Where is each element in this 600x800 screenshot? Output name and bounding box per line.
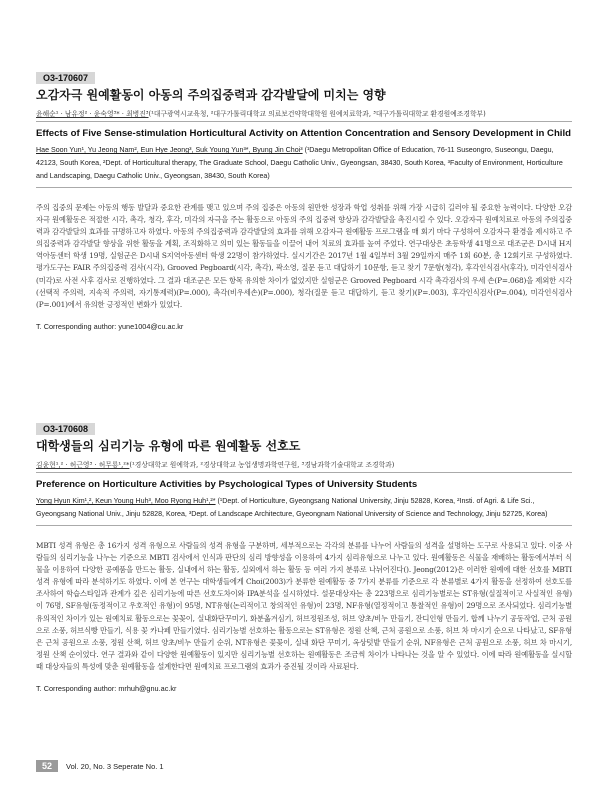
korean-authors xyxy=(36,460,572,473)
english-title: Effects of Five Sense-stimulation Horticultural Activity on Attention Concentration and Sensory Development in Child xyxy=(36,128,572,139)
english-author-names: Hae Soon Yun¹, Yu Jeong Nam², Eun Hye Jeong³, Suk Young Yun³*, Byung Jin Choi³ xyxy=(36,146,303,154)
korean-authors xyxy=(36,109,572,122)
korean-affiliations: (¹대구광역시교육청, ²대구가톨릭대학교 의료보건약학대학원 원예치료학과, ³대구가톨릭대학교 환경원예조경학부) xyxy=(148,110,486,118)
english-title: Preference on Horticulture Activities by Psychological Types of University Students xyxy=(36,479,418,490)
korean-affiliations: (¹경상대학교 원예학과, ²경상대학교 농업생명과학연구원, ³경남과학기술대학교 조경학과) xyxy=(129,461,395,469)
english-affiliations: (¹Daegu Metropolitan Office of Education, 76-11 Suseongro, Suseongu, Daegu, 42123, South Korea, ²Dept. of Horticultural therapy, The Graduate School, Daegu Catholic Univ., Gyeongsan, 38430, South Korea, ³Faculty of Environment, Horticulture and Landscaping, Daegu Catholic Univ., Gyeongsan, 38430, South Korea) xyxy=(36,146,563,180)
english-authors xyxy=(36,144,572,188)
korean-author-names: 김윤현¹,² · 허근영³ · 허무룡¹,²* xyxy=(36,461,130,469)
english-affiliations: (¹Dept. of Horticulture, Gyeongsang National University, Jinju 52828, Korea, ²Insti. of Agri. & Life Sci., Gyeongsang National Univ., Jinju 52828, Korea, ³Dept. of Landscape Architecture, Gyeongnam National University of Science and Technology, Jinju 52725, Korea) xyxy=(36,497,548,518)
abstract-2 xyxy=(36,417,572,693)
abstract-body: 주의 집중의 문제는 아동의 행동 발달과 중요한 관계를 맺고 있으며 주의 집중은 아동의 원만한 성장과 학업 성취를 위해 가장 시급히 길러야 될 중요한 능력이다. 다양한 오감 자극 원예활동은 적절한 시각, 촉각, 청각, 후각, 미각의 자극을 주는 활동으로 아동의 주의 집중력 향상과 감각발달을 촉진시킬 수 있다. 오감자극 원예치료로 아동의 주의집중력과 감각발달의 효과를 규명하고자 하였다. 아동의 주의집중력과 감각발달의 효과를 위해 오감자극 원예활동 프로그램을 매 회기 마다 구성하여 오감자극 환경을 제시하고 주의집중력과 감각발달 향상을 위한 활동을 계획, 조직화하고 의미 있는 활동들을 이끌어 내어 치료의 효과를 높여 주었다. 연구대상은 초등학생 41명으로 대조군은 D시내 H지역아동센터 학생 19명, 실험군은 D시내 S지역아동센터 학생 22명이 참가하였다. 실시기간은 2017년 1월 4일부터 3월 29일까지 매주 1회 60분, 총 12회기로 구성하였다. 평가도구는 FAIR 주의집중력 검사(시각), Grooved Pegboard(시각, 촉각), 곽소영, 질문 듣고 대답하기 10문항, 듣고 찾기 7문항(청각), 후각인식검사(후각), 미각인식검사(미각)로 사전 사후 검사로 진행하였다. 그 결과 대조군은 모든 항목 유의한 차이가 없었지만 실험군은 Grooved Pegboard 시각 촉각검사의 우세 손(P=.068)을 제외한 시각(선택적 주의력, 지속적 주의력, 자기통제력)(P=.000), 촉각(비우세손)(P=.000), 청각(질문 듣고 대답하기, 듣고 찾기)(P=.003), 후각인식검사(P=.004), 미각인식검사(P=.001)에서 유의한 긍정적인 변화가 있었다. xyxy=(36,203,572,309)
page-footer xyxy=(36,760,576,772)
korean-title: 오감자극 원예활동이 아동의 주의집중력과 감각발달에 미치는 영향 xyxy=(36,88,386,102)
abstract-1 xyxy=(36,66,572,331)
abstract-code: O3-170608 xyxy=(36,423,95,435)
korean-title: 대학생들의 심리기능 유형에 따른 원예활동 선호도 xyxy=(36,439,301,453)
english-authors xyxy=(36,495,572,526)
abstract-code: O3-170607 xyxy=(36,72,95,84)
korean-author-names: 윤해순¹ · 남유정² · 윤숙영³* · 최병진³ xyxy=(36,110,149,118)
journal-issue: Vol. 20, No. 3 Seperate No. 1 xyxy=(66,761,164,771)
abstract-body: MBTI 성격 유형은 총 16가지 성격 유형으로 사람들의 성격 유형을 구분하며, 세부적으로는 각각의 분류를 나누어 사람들의 성격을 설명하는 도구로 사용되고 있다. 이중 사람들의 심리기능을 나누는 기준으로 MBTI 검사에서 인식과 판단의 심리 방향성을 이용하여 4가지 심리유형으로 나누고 있다. 원예활동은 식물을 재배하는 활동에서부터 식물을 이용하여 다양한 공예품을 만드는 활동, 실내에서 하는 활동, 실외에서 하는 활동 등 여러 가지 분류로 나뉘어진다(). Jeong(2012)은 이러한 원예에 대한 선호를 MBTI 성격 유형에 따라 분석하기도 하였다. 이에 본 연구는 대학생들에게 Choi(2003)가 분류한 원예활동 중 7가지 분류를 기준으로 각 분류별로 4가지 활동을 선정하여 선호도를 조사하여 학습스타일과 관계가 깊은 심리기능에 따른 선호도차이와 IPA분석을 실시하였다. 설문대상자는 총 223명으로 심리기능별로는 ST유형(실질적이고 사실적인 유형)이 76명, SF유형(동정적이고 우호적인 유형)이 95명, NT유형(논리적이고 창의적인 유형)이 23명, NF유형(열정적이고 통찰적인 유형)이 29명으로 조사되었다. 심리기능별 유의적인 차이가 있는 원예치료 활동으로는 꽃꽂이, 실내화단꾸미기, 화분옮겨심기, 허브정원조성, 허브 양초/비누 만들기, 잔디인형 만들기, 합께 나누기 공동작업, 근처 공원으로 소풍, 허브식빵 만들기, 식용 꽃 카나페 만들기였다. 심리기능별 선호하는 활동으로는 ST유형은 정원 산책, 근처 공원으로 소풍, 허브 차 마시기 순으로 나타났고, SF유형은 근처 공원으로 소풍, 정원 산책, 허브 양초/비누 만들기 순위, NT유형은 꽃꽂이, 실내 화단 꾸미기, 옥상텃밭 만들기 순위, NF유형은 근처 공원으로 소풍, 허브 차 마시기, 정원 산책 순이었다. 연구 결과와 같이 다양한 원예활동이 있지만 심리기능별 선호하는 원예활동은 조금씩 차이가 나타나는 것을 알 수 있었다. 이에 따라 원예활동을 실시할 때 대상자들의 특성에 맞춘 원예활동을 설계한다면 원예치료 프로그램의 효과가 증진될 것이라 사료된다. xyxy=(36,541,572,671)
corresponding-author: T. Corresponding author: yune1004@cu.ac.kr xyxy=(36,321,184,331)
corresponding-author: T. Corresponding author: mrhuh@gnu.ac.kr xyxy=(36,684,177,694)
page-number: 52 xyxy=(36,760,58,772)
english-author-names: Yong Hyun Kim¹,², Keun Young Huh³, Moo Ryong Huh¹,²* xyxy=(36,497,216,505)
